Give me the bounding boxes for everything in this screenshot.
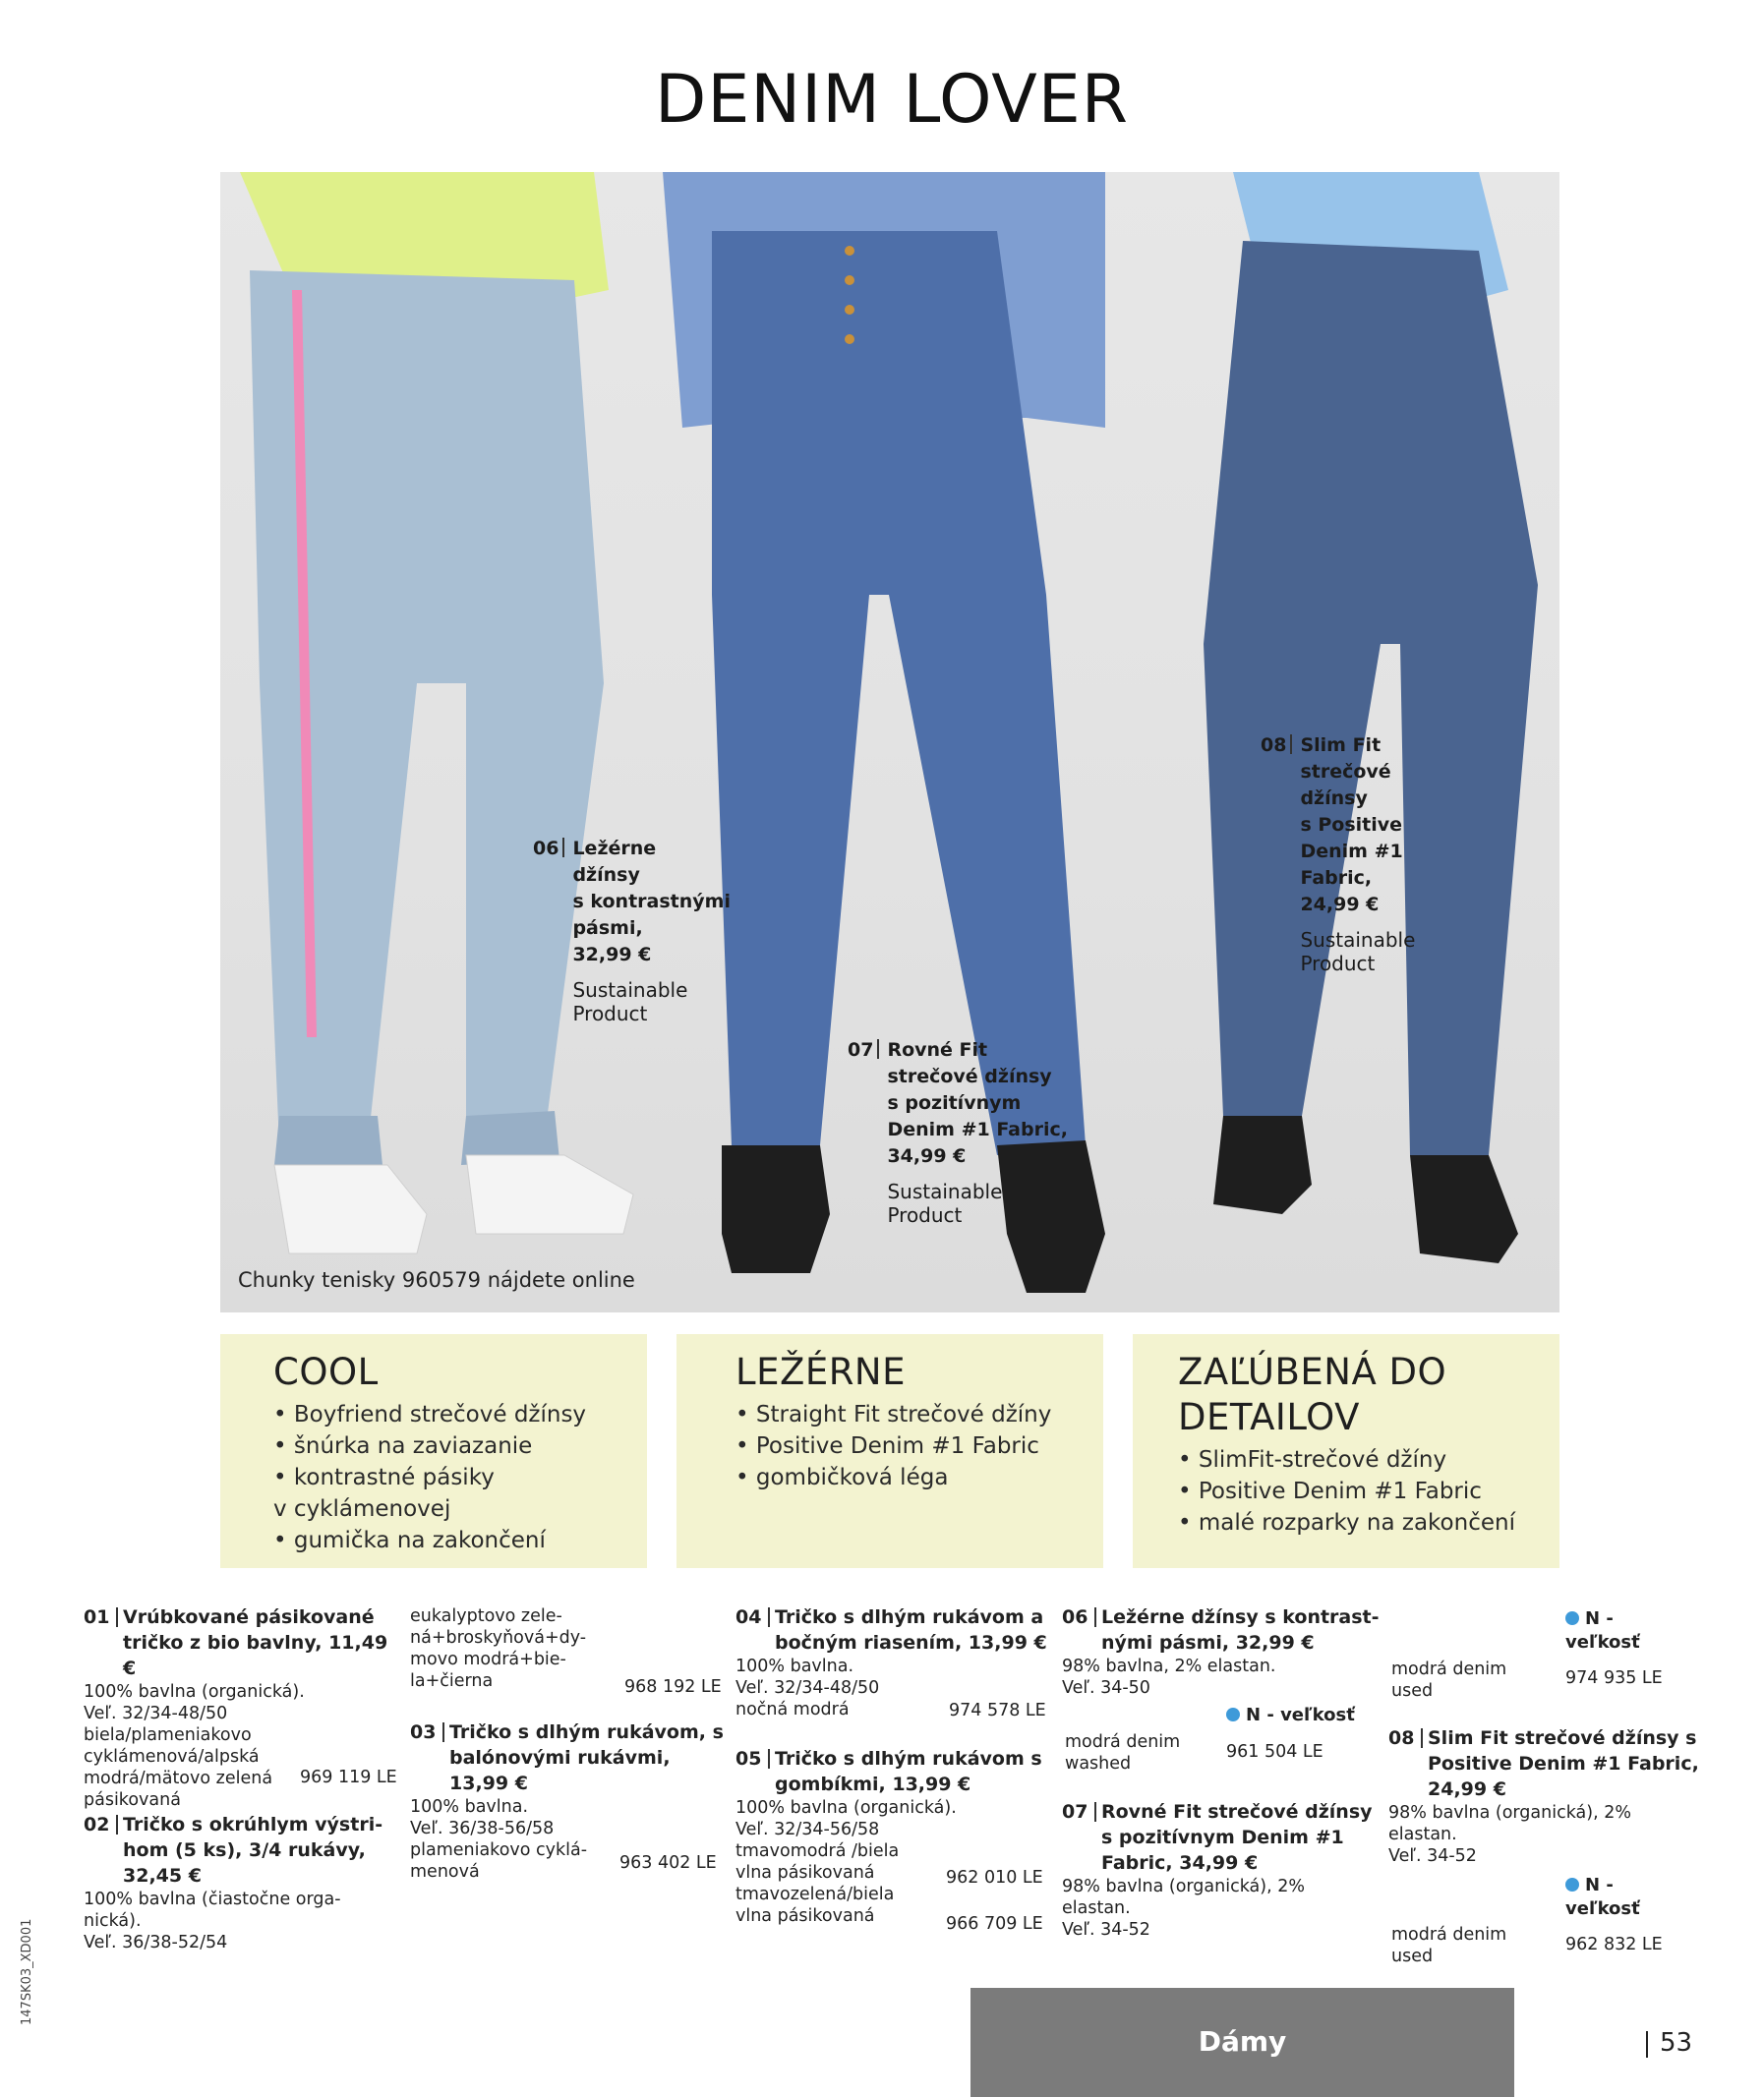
product-number: 04 [735,1606,762,1628]
product-code: 966 709 LE [946,1914,1043,1934]
product-heading-line: s pozitívnym Denim #1 [1101,1827,1344,1848]
product-desc: menová [410,1862,480,1882]
product-heading-line: tričko z bio bavlny, 11,49 € [123,1632,388,1679]
product-desc: Veľ. 34-52 [1062,1920,1150,1940]
feature-item: • Boyfriend strečové džínsy [273,1402,587,1427]
product-code: 974 578 LE [949,1701,1046,1720]
product-07 [1062,1799,1386,1941]
feature-item: • šnúrka na zaviazanie [273,1433,533,1459]
product-heading-line: Slim Fit strečové džínsy s [1428,1727,1697,1749]
size-text: veľkosť [1565,1632,1640,1653]
product-heading-line: Positive Denim #1 Fabric, [1428,1753,1699,1775]
sustainable-tag: Product [887,1203,963,1227]
product-desc: 100% bavlna. [735,1657,854,1676]
catalog-code: 147SK03_XD001 [20,1918,34,2025]
size-text: N - [1585,1875,1614,1895]
product-heading-line: 32,45 € [123,1865,202,1887]
product-desc: 98% bavlna (organická), 2% [1388,1803,1631,1823]
product-desc: tmavomodrá /biela [735,1841,900,1861]
product-desc: Veľ. 32/34-48/50 [735,1678,880,1698]
product-heading-line: Ležérne džínsy s kontrast- [1101,1606,1380,1628]
size-text: veľkosť [1565,1898,1640,1919]
product-number: 01 [84,1606,110,1628]
product-desc: 100% bavlna (organická). [84,1682,305,1702]
annotation-line: Slim Fit [1300,734,1382,756]
page-title: DENIM LOVER [654,61,1130,139]
product-heading-line: Tričko s dlhým rukávom a [775,1606,1044,1628]
product-number: 02 [84,1814,110,1835]
product-number: 08 [1388,1727,1415,1749]
feature-item: v cyklámenovej [273,1496,451,1522]
product-heading-line: Tričko s dlhým rukávom, s [449,1721,724,1743]
feature-item: • Straight Fit strečové džíny [735,1402,1052,1427]
product-desc: movo modrá+bie- [410,1650,566,1669]
feature-title: LEŽÉRNE [735,1351,906,1393]
sustainable-tag: Sustainable [1300,928,1416,952]
annotation-line: s kontrastnými [572,891,731,912]
size-label [1226,1704,1355,1727]
product-heading-line: hom (5 ks), 3/4 rukávy, [123,1839,366,1861]
product-color [1391,1924,1506,1967]
feature-title: DETAILOV [1178,1396,1360,1438]
annotation-price: 24,99 € [1300,894,1380,915]
product-photo [220,172,1559,1312]
dot-icon [1565,1611,1579,1625]
color-line: washed [1065,1754,1132,1774]
product-desc: 98% bavlna (organická), 2% [1062,1877,1305,1896]
product-heading [1062,1604,1386,1656]
product-heading [410,1719,735,1796]
annotation-line: Fabric, [1300,867,1373,889]
sustainable-tag: Sustainable [887,1180,1003,1203]
product-desc: ná+broskyňová+dy- [410,1628,587,1648]
product-02 [84,1812,408,1953]
annotation-line: Denim #1 Fabric, [887,1119,1068,1140]
product-number: 06 [1062,1606,1088,1628]
sustainable-tag: Sustainable [572,978,688,1002]
product-desc: Veľ. 32/34-56/58 [735,1820,880,1839]
product-heading [84,1604,398,1681]
color-line: modrá denim [1391,1925,1507,1945]
product-05 [735,1746,1060,1927]
feature-item: • Positive Denim #1 Fabric [735,1433,1039,1459]
product-06 [1062,1604,1386,1699]
product-heading-line: Rovné Fit strečové džínsy [1101,1801,1373,1823]
product-desc: vlna pásikovaná [735,1906,875,1926]
feature-box-cool [220,1334,647,1568]
product-08 [1388,1725,1723,1867]
section-tab: Dámy [970,1988,1514,2097]
sneakers-caption: Chunky tenisky 960579 nájdete online [238,1268,635,1292]
page-number: 53 [1660,2028,1693,2058]
product-desc: 98% bavlna, 2% elastan. [1062,1657,1276,1676]
annotation-line: s Positive [1300,814,1403,836]
product-desc: pásikovaná [84,1790,181,1810]
product-heading-line: Tričko s dlhým rukávom s [775,1748,1042,1770]
product-code: 961 504 LE [1226,1742,1323,1762]
product-desc: modrá/mätovo zelená [84,1769,273,1788]
annotation-line: strečové džínsy [887,1066,1052,1087]
product-heading-line: 13,99 € [449,1773,528,1794]
product-desc: Veľ. 32/34-48/50 [84,1704,228,1723]
product-code: 969 119 LE [300,1768,397,1787]
feature-box-detailov [1133,1334,1559,1568]
product-heading [84,1812,408,1889]
product-desc: elastan. [1062,1898,1131,1918]
product-code: 963 402 LE [619,1853,717,1873]
size-label [1565,1874,1640,1921]
product-desc: la+čierna [410,1671,494,1691]
product-desc: eukalyptovo zele- [410,1606,562,1626]
feature-list [735,1399,1103,1493]
feature-title: ZAĽÚBENÁ DO [1178,1351,1447,1393]
product-desc: nická). [84,1911,142,1931]
product-heading-line: Tričko s okrúhlym výstri- [123,1814,383,1835]
color-line: modrá denim [1065,1732,1181,1752]
product-color [1065,1731,1180,1775]
sustainable-tag: Product [572,1002,648,1025]
color-line: modrá denim [1391,1660,1507,1679]
annotation-line: Rovné Fit [887,1039,988,1061]
size-label [1565,1607,1640,1655]
product-heading-line: bočným riasením, 13,99 € [775,1632,1047,1654]
product-desc: cyklámenová/alpská [84,1747,260,1767]
size-text: N - veľkosť [1246,1705,1355,1725]
annotation-08 [1261,732,1415,975]
product-desc: biela/plameniakovo [84,1725,252,1745]
product-desc: 100% bavlna. [410,1797,529,1817]
feature-item: • gombičková léga [735,1465,949,1490]
product-code: 962 832 LE [1565,1935,1663,1954]
feature-item: • Positive Denim #1 Fabric [1178,1479,1482,1504]
product-heading-line: Fabric, 34,99 € [1101,1852,1259,1874]
annotation-07 [848,1037,1068,1227]
annotation-line: džínsy [572,864,640,886]
feature-item: • gumička na zakončení [273,1528,546,1553]
product-desc: Veľ. 36/38-52/54 [84,1933,228,1952]
product-heading [735,1746,1060,1797]
product-01-colors [410,1605,586,1692]
annotation-number: 06 [533,838,559,859]
annotation-line: s pozitívnym [887,1092,1022,1114]
product-heading-line: nými pásmi, 32,99 € [1101,1632,1315,1654]
annotation-line: Ležérne [572,838,657,859]
product-code: 968 192 LE [624,1677,722,1697]
dot-icon [1565,1878,1579,1892]
product-desc: nočná modrá [735,1700,850,1719]
feature-box-lezerne [676,1334,1103,1568]
product-heading-line: Vrúbkované pásikované [123,1606,375,1628]
annotation-line: Denim #1 [1300,841,1403,862]
color-line: used [1391,1947,1434,1966]
sustainable-tag: Product [1300,952,1376,975]
product-number: 07 [1062,1801,1088,1823]
dot-icon [1226,1708,1240,1721]
feature-item: • SlimFit-strečové džíny [1178,1447,1447,1473]
feature-item: • kontrastné pásiky [273,1465,495,1490]
feature-list [1178,1444,1559,1539]
product-desc: tmavozelená/biela [735,1885,895,1904]
product-desc: 100% bavlna (čiastočne orga- [84,1890,341,1909]
color-line: used [1391,1681,1434,1701]
annotation-price: 32,99 € [572,944,652,965]
product-color [1391,1659,1506,1702]
product-desc: Veľ. 34-52 [1388,1846,1477,1866]
product-desc: Veľ. 34-50 [1062,1678,1150,1698]
annotation-line: strečové [1300,761,1391,783]
feature-item: • malé rozparky na zakončení [1178,1510,1515,1536]
product-desc: vlna pásikovaná [735,1863,875,1883]
product-desc: 100% bavlna (organická). [735,1798,957,1818]
product-heading-line: 24,99 € [1428,1778,1506,1800]
annotation-number: 07 [848,1039,874,1061]
product-heading [1388,1725,1723,1802]
product-code: 962 010 LE [946,1868,1043,1888]
product-desc: elastan. [1388,1825,1457,1844]
product-number: 03 [410,1721,437,1743]
product-code: 974 935 LE [1565,1668,1663,1688]
annotation-number: 08 [1261,734,1287,756]
size-text: N - [1585,1608,1614,1629]
annotation-line: pásmi, [572,917,643,939]
annotation-price: 34,99 € [887,1145,967,1167]
product-heading [735,1604,1060,1656]
product-heading-line: balónovými rukávmi, [449,1747,671,1769]
annotation-06 [533,836,731,1025]
product-heading-line: gombíkmi, 13,99 € [775,1774,971,1795]
product-number: 05 [735,1748,762,1770]
feature-title: COOL [273,1351,379,1393]
feature-list [273,1399,647,1556]
annotation-line: džínsy [1300,787,1368,809]
product-desc: Veľ. 36/38-56/58 [410,1819,555,1838]
product-desc: plameniakovo cyklá- [410,1840,588,1860]
product-heading [1062,1799,1386,1876]
